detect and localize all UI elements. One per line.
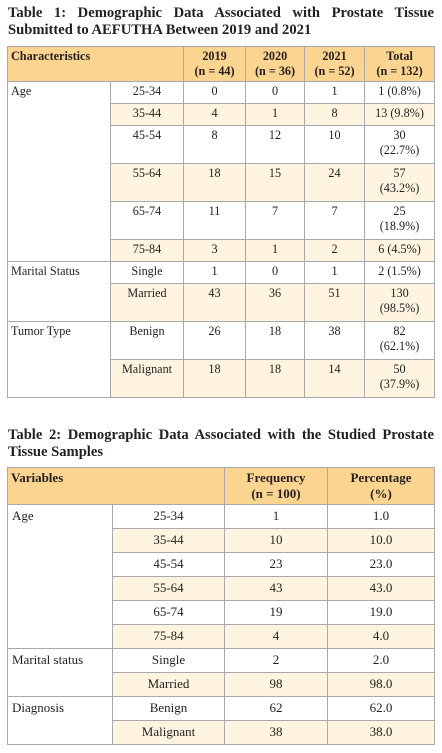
table2-cell-freq: 4 (225, 625, 328, 649)
table2-cell-pct: 38.0 (328, 721, 435, 745)
table1-cell-sub: 45-54 (111, 126, 184, 164)
table1-cell-y2020: 0 (246, 262, 305, 284)
table2-cell-pct: 10.0 (328, 529, 435, 553)
table2-cell-sub: Married (113, 673, 225, 697)
table2-cell-freq: 38 (225, 721, 328, 745)
table1-cell-total: 25 (18.9%) (365, 202, 435, 240)
table2-cell-freq: 43 (225, 577, 328, 601)
table2-cell-pct: 19.0 (328, 601, 435, 625)
table1-group-cell: Marital Status (8, 262, 111, 322)
table1-header-total: Total (n = 132) (365, 47, 435, 82)
table1-header-row (8, 47, 435, 82)
table2-cell-freq: 62 (225, 697, 328, 721)
table2-cell-pct: 62.0 (328, 697, 435, 721)
table2-header-variables: Variables (8, 468, 225, 505)
table1-cell-total: 1 (0.8%) (365, 82, 435, 104)
table2-cell-sub: 55-64 (113, 577, 225, 601)
table1-cell-total: 6 (4.5%) (365, 240, 435, 262)
table1-cell-y2019: 43 (184, 284, 246, 322)
table1-cell-y2019: 18 (184, 360, 246, 398)
table1-cell-y2021: 14 (305, 360, 365, 398)
table1-caption: Table 1: Demographic Data Associated with Prostate Tissue Submitted to AEFUTHA Between 2019 and 2021 (8, 5, 434, 38)
table1-cell-total: 130 (98.5%) (365, 284, 435, 322)
table1-cell-y2021: 10 (305, 126, 365, 164)
table1-cell-y2021: 7 (305, 202, 365, 240)
table2-cell-pct: 98.0 (328, 673, 435, 697)
table2-cell-freq: 1 (225, 505, 328, 529)
table2-cell-sub: 25-34 (113, 505, 225, 529)
table1-cell-y2019: 1 (184, 262, 246, 284)
table1-cell-sub: 25-34 (111, 82, 184, 104)
table2-cell-sub: 65-74 (113, 601, 225, 625)
table1-cell-y2021: 1 (305, 82, 365, 104)
table1-cell-sub: Benign (111, 322, 184, 360)
table2-group-cell: Marital status (8, 649, 113, 697)
table1-cell-y2020: 7 (246, 202, 305, 240)
table1-cell-y2019: 18 (184, 164, 246, 202)
table2-row (8, 505, 435, 529)
table2-caption: Table 2: Demographic Data Associated with the Studied Prostate Tissue Samples (8, 427, 434, 460)
table1-cell-total: 13 (9.8%) (365, 104, 435, 126)
table1-row (8, 262, 435, 284)
table2-cell-freq: 19 (225, 601, 328, 625)
table1-group-cell: Age (8, 82, 111, 262)
table1-header-2020: 2020 (n = 36) (246, 47, 305, 82)
table1-row (8, 322, 435, 360)
table1-cell-sub: Single (111, 262, 184, 284)
table1-group-cell: Tumor Type (8, 322, 111, 398)
table2-cell-sub: 35-44 (113, 529, 225, 553)
table2-cell-sub: Malignant (113, 721, 225, 745)
table1-cell-total: 30 (22.7%) (365, 126, 435, 164)
table1-cell-y2019: 8 (184, 126, 246, 164)
table1-cell-y2019: 4 (184, 104, 246, 126)
table1-cell-sub: Malignant (111, 360, 184, 398)
table1-cell-total: 82 (62.1%) (365, 322, 435, 360)
table1-cell-y2019: 3 (184, 240, 246, 262)
table1-cell-y2021: 38 (305, 322, 365, 360)
table2-row (8, 697, 435, 721)
table2-header-frequency: Frequency (n = 100) (225, 468, 328, 505)
table2-cell-sub: Single (113, 649, 225, 673)
table1-cell-total: 57 (43.2%) (365, 164, 435, 202)
table2-cell-pct: 4.0 (328, 625, 435, 649)
table1-cell-y2019: 26 (184, 322, 246, 360)
table1-cell-total: 50 (37.9%) (365, 360, 435, 398)
table1-row (8, 82, 435, 104)
table2-cell-freq: 98 (225, 673, 328, 697)
table2-header-percentage: Percentage (%) (328, 468, 435, 505)
table1-cell-y2020: 36 (246, 284, 305, 322)
table1-cell-sub: 35-44 (111, 104, 184, 126)
table2-group-cell: Diagnosis (8, 697, 113, 745)
table2-cell-pct: 43.0 (328, 577, 435, 601)
table1-cell-y2020: 12 (246, 126, 305, 164)
table1-cell-y2019: 11 (184, 202, 246, 240)
table2 (7, 467, 435, 745)
table2-header-row (8, 468, 435, 505)
table1-header-2021: 2021 (n = 52) (305, 47, 365, 82)
table1-cell-y2019: 0 (184, 82, 246, 104)
table1-cell-y2021: 51 (305, 284, 365, 322)
table1-cell-y2020: 18 (246, 322, 305, 360)
table1-cell-y2021: 2 (305, 240, 365, 262)
table2-row (8, 649, 435, 673)
table1-cell-total: 2 (1.5%) (365, 262, 435, 284)
table1 (7, 46, 435, 398)
table2-group-cell: Age (8, 505, 113, 649)
table2-cell-pct: 1.0 (328, 505, 435, 529)
table1-header-2019: 2019 (n = 44) (184, 47, 246, 82)
table1-cell-sub: 65-74 (111, 202, 184, 240)
table2-cell-freq: 23 (225, 553, 328, 577)
table1-header-characteristics: Characteristics (8, 47, 184, 82)
table1-cell-sub: 55-64 (111, 164, 184, 202)
table2-cell-pct: 2.0 (328, 649, 435, 673)
table2-cell-sub: Benign (113, 697, 225, 721)
table2-cell-sub: 75-84 (113, 625, 225, 649)
table1-cell-sub: Married (111, 284, 184, 322)
table1-cell-y2020: 1 (246, 240, 305, 262)
table2-cell-freq: 10 (225, 529, 328, 553)
table2-cell-sub: 45-54 (113, 553, 225, 577)
table1-cell-y2020: 15 (246, 164, 305, 202)
table1-cell-y2021: 1 (305, 262, 365, 284)
table1-cell-y2020: 0 (246, 82, 305, 104)
table1-cell-y2021: 24 (305, 164, 365, 202)
table2-cell-pct: 23.0 (328, 553, 435, 577)
table1-cell-y2020: 1 (246, 104, 305, 126)
table2-cell-freq: 2 (225, 649, 328, 673)
table1-cell-y2020: 18 (246, 360, 305, 398)
table1-cell-sub: 75-84 (111, 240, 184, 262)
table1-cell-y2021: 8 (305, 104, 365, 126)
